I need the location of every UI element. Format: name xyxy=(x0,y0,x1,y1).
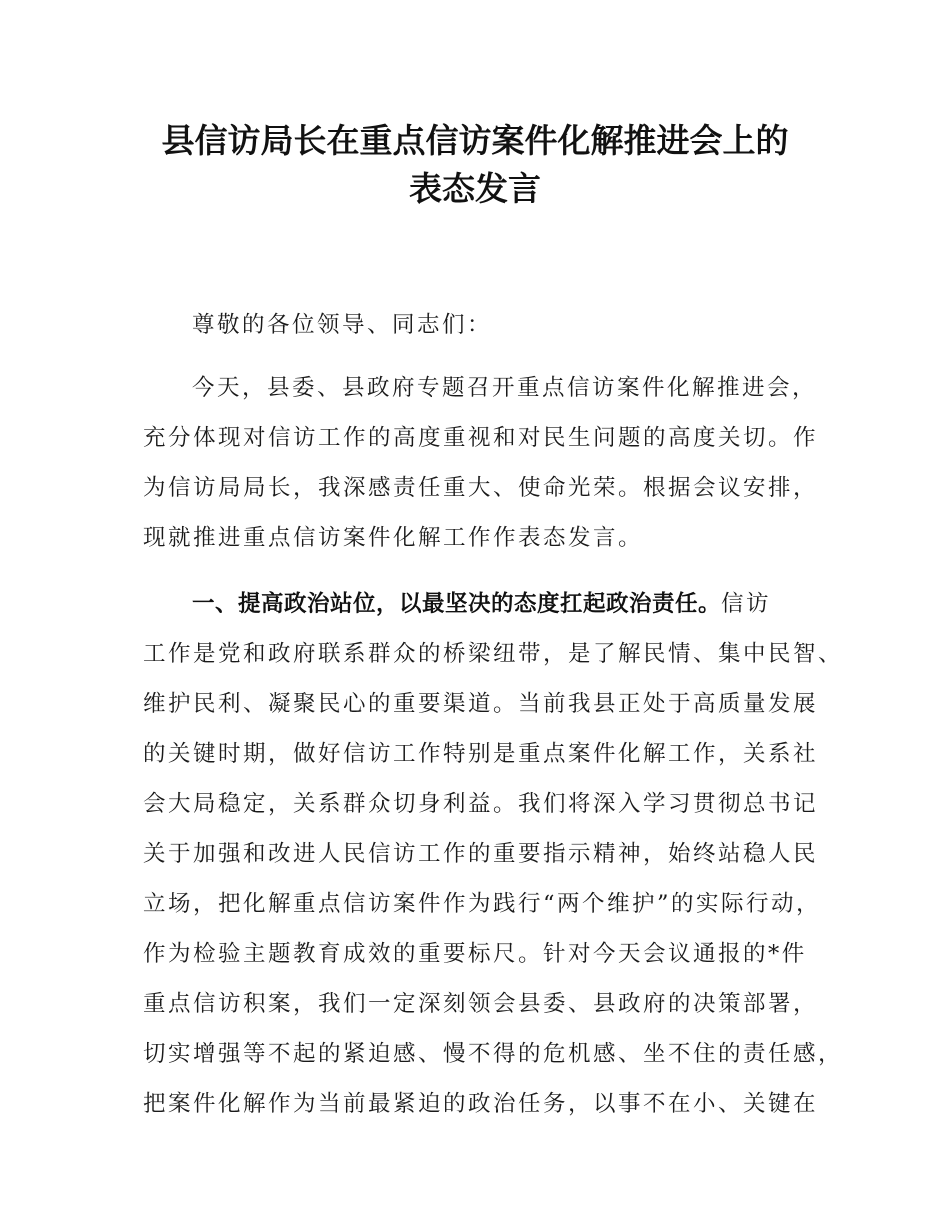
section-1-first-line xyxy=(192,588,771,620)
section-1-line-11: 把案件化解作为当前最紧迫的政治任务，以事不在小、关键在 xyxy=(143,1091,819,1117)
intro-line-3: 为信访局局长，我深感责任重大、使命光荣。根据会议安排， xyxy=(143,475,819,501)
section-1-line-9: 重点信访积案，我们一定深刻领会县委、县政府的决策部署， xyxy=(143,991,819,1017)
section-1-line-3: 维护民利、凝聚民心的重要渠道。当前我县正处于高质量发展 xyxy=(143,691,819,717)
document-title-line-2: 表态发言 xyxy=(409,169,541,208)
section-1-first-line-tail: 信访 xyxy=(721,591,772,617)
section-1-line-10: 切实增强等不起的紧迫感、慢不得的危机感、坐不住的责任感， xyxy=(143,1041,844,1067)
document-title-line-1: 县信访局长在重点信访案件化解推进会上的 xyxy=(161,121,789,160)
section-1-line-2: 工作是党和政府联系群众的桥梁纽带，是了解民情、集中民智、 xyxy=(143,641,844,667)
section-1-line-7: 立场，把化解重点信访案件作为践行“两个维护”的实际行动， xyxy=(143,891,822,917)
intro-line-2: 充分体现对信访工作的高度重视和对民生问题的高度关切。作 xyxy=(143,425,819,451)
intro-line-4: 现就推进重点信访案件化解工作作表态发言。 xyxy=(143,525,644,551)
section-1-line-6: 关于加强和改进人民信访工作的重要指示精神，始终站稳人民 xyxy=(143,841,819,867)
section-1-line-5: 会大局稳定，关系群众切身利益。我们将深入学习贯彻总书记 xyxy=(143,791,819,817)
intro-line-1: 今天，县委、县政府专题召开重点信访案件化解推进会， xyxy=(192,375,818,401)
section-1-heading: 一、提高政治站位，以最坚决的态度扛起政治责任。 xyxy=(192,591,722,617)
salutation: 尊敬的各位领导、同志们： xyxy=(192,312,493,338)
section-1-line-8: 作为检验主题教育成效的重要标尺。针对今天会议通报的*件 xyxy=(143,941,807,967)
section-1-line-4: 的关键时期，做好信访工作特别是重点案件化解工作，关系社 xyxy=(143,741,819,767)
